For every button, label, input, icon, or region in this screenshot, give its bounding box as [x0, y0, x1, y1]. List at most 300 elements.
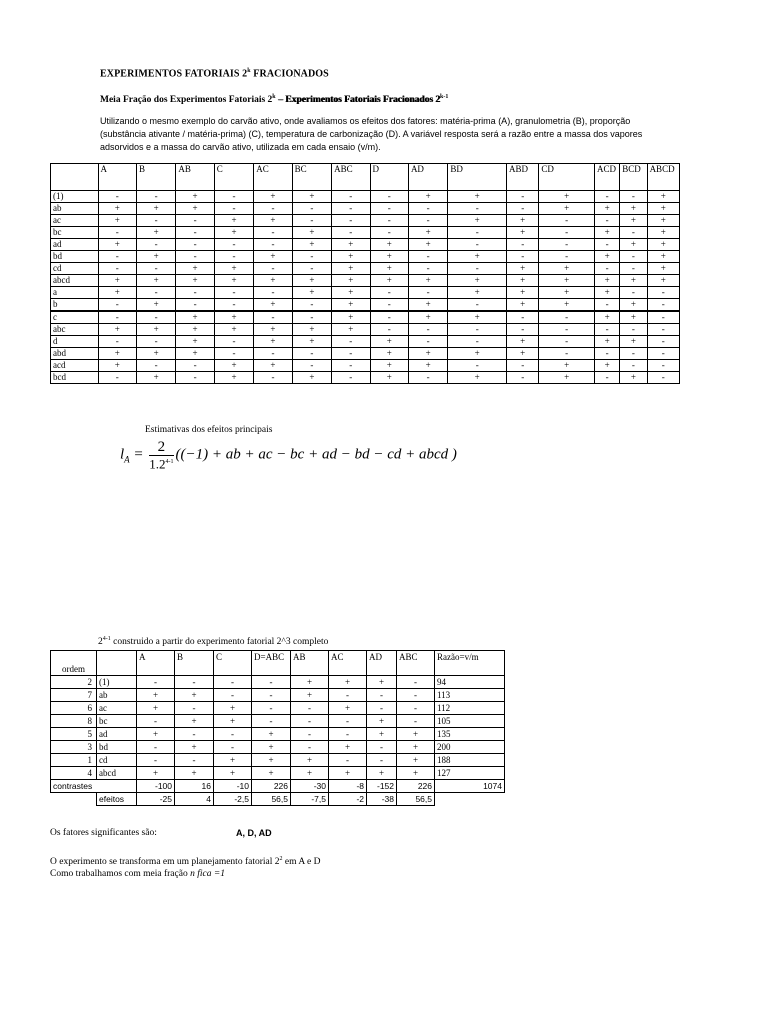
contrast-value: -152: [367, 780, 397, 793]
table-row: [51, 715, 505, 728]
sign-cell: +: [507, 263, 539, 275]
column-header: BC: [292, 164, 331, 191]
sign-cell: +: [507, 275, 539, 287]
run-order: 2: [51, 676, 97, 689]
fractional-design-table: [50, 650, 505, 806]
sign-cell: +: [136, 251, 175, 263]
sign-cell: +: [332, 287, 370, 299]
table2-caption: 2$^{4-1}$ construido a partir do experimento fatorial 2^3 completo: [98, 636, 329, 648]
column-header: B: [136, 164, 175, 191]
table-header-row: [51, 164, 680, 191]
response-value: 188: [435, 754, 505, 767]
ordem-label: ordem: [62, 664, 85, 674]
sign-cell: +: [332, 251, 370, 263]
sign-cell: -: [507, 191, 539, 203]
sign-cell: -: [252, 676, 291, 689]
sign-cell: +: [620, 336, 647, 348]
table-row: [51, 741, 505, 754]
sign-cell: -: [176, 287, 214, 299]
sign-cell: -: [329, 728, 367, 741]
sign-cell: +: [291, 767, 329, 780]
sign-cell: -: [214, 676, 252, 689]
sign-cell: -: [647, 372, 679, 384]
sign-cell: -: [647, 360, 679, 372]
sign-cell: -: [137, 676, 175, 689]
sign-cell: +: [647, 215, 679, 227]
treatment-label: ac: [51, 215, 99, 227]
sign-cell: +: [448, 251, 507, 263]
column-header: C: [214, 164, 253, 191]
contrast-value: 16: [175, 780, 214, 793]
column-header: BCD: [620, 164, 647, 191]
sign-cell: -: [539, 324, 595, 336]
run-order: 1: [51, 754, 97, 767]
intro-paragraph: Utilizando o mesmo exemplo do carvão ativo, onde avaliamos os efeitos dos fatores: matéria-prima (A), granulometria (B), proporção (substância ativante / matéria-prima) (C), temperatura de carbonização (D). A variável resposta será a razão entre a massa dos vapores adsorvidos e a massa do carvão ativo, utilizada em cada ensaio (v/m).: [100, 116, 643, 152]
treatment-label: b: [51, 299, 99, 312]
ordem-header: [51, 651, 97, 676]
sign-cell: -: [408, 324, 447, 336]
column-header: ABC: [332, 164, 370, 191]
sign-cell: +: [594, 360, 619, 372]
sign-cell: -: [367, 702, 397, 715]
sign-cell: -: [136, 287, 175, 299]
sign-cell: +: [448, 311, 507, 324]
sign-cell: -: [370, 191, 408, 203]
sign-cell: +: [214, 324, 253, 336]
column-header: AC: [254, 164, 292, 191]
sign-cell: -: [448, 239, 507, 251]
sign-cell: +: [647, 251, 679, 263]
treatment-label: abcd: [97, 767, 137, 780]
sign-cell: -: [136, 215, 175, 227]
sign-cell: -: [98, 336, 136, 348]
sign-cell: +: [507, 348, 539, 360]
sign-cell: -: [332, 203, 370, 215]
sign-cell: -: [367, 689, 397, 702]
sign-cell: +: [175, 767, 214, 780]
table-header-row: [51, 651, 505, 676]
sign-cell: +: [136, 275, 175, 287]
sign-cell: +: [136, 348, 175, 360]
column-header: [51, 164, 99, 191]
run-order: 4: [51, 767, 97, 780]
contrasts-label: contrastes: [51, 780, 137, 793]
sign-cell: +: [620, 275, 647, 287]
sign-cell: -: [332, 348, 370, 360]
sign-cell: +: [214, 360, 253, 372]
sign-cell: +: [539, 372, 595, 384]
sign-cell: -: [254, 263, 292, 275]
sign-cell: -: [620, 287, 647, 299]
sign-cell: +: [594, 275, 619, 287]
sign-cell: -: [408, 372, 447, 384]
sign-cell: -: [214, 299, 253, 312]
sign-cell: +: [507, 287, 539, 299]
sign-cell: -: [620, 324, 647, 336]
sign-cell: +: [137, 728, 175, 741]
table-row: [51, 754, 505, 767]
sign-cell: -: [507, 203, 539, 215]
sign-cell: +: [292, 372, 331, 384]
sign-cell: +: [408, 239, 447, 251]
treatment-label: cd: [51, 263, 99, 275]
table-row: [51, 360, 680, 372]
sign-cell: -: [176, 239, 214, 251]
sign-cell: +: [647, 227, 679, 239]
effect-value: -38: [367, 793, 397, 806]
sign-cell: -: [214, 336, 253, 348]
treatment-label: d: [51, 336, 99, 348]
treatment-label: a: [51, 287, 99, 299]
sign-cell: -: [292, 360, 331, 372]
sign-cell: +: [214, 702, 252, 715]
sign-cell: +: [594, 287, 619, 299]
sign-cell: +: [370, 275, 408, 287]
treatment-label: bd: [97, 741, 137, 754]
sign-cell: +: [329, 676, 367, 689]
sign-cell: -: [252, 689, 291, 702]
sign-cell: -: [332, 191, 370, 203]
sign-cell: +: [370, 360, 408, 372]
sign-cell: -: [397, 689, 435, 702]
sign-cell: -: [254, 311, 292, 324]
table-row: [51, 324, 680, 336]
response-value: 135: [435, 728, 505, 741]
sign-cell: -: [214, 741, 252, 754]
sign-cell: -: [620, 227, 647, 239]
sign-cell: +: [647, 191, 679, 203]
sign-cell: +: [370, 251, 408, 263]
table-row: [51, 287, 680, 299]
treatment-label: acd: [51, 360, 99, 372]
sign-cell: +: [254, 324, 292, 336]
sign-cell: +: [175, 715, 214, 728]
sign-cell: +: [214, 311, 253, 324]
column-header: AC: [329, 651, 367, 676]
sign-cell: +: [370, 263, 408, 275]
table-row: [51, 203, 680, 215]
sign-cell: -: [370, 299, 408, 312]
sign-cell: +: [176, 263, 214, 275]
sign-cell: +: [408, 299, 447, 312]
sign-cell: -: [136, 239, 175, 251]
table-row: [51, 676, 505, 689]
sign-cell: -: [539, 215, 595, 227]
sign-cell: -: [98, 227, 136, 239]
sign-cell: +: [594, 251, 619, 263]
treatment-label: (1): [97, 676, 137, 689]
sign-cell: +: [367, 715, 397, 728]
table-row: [51, 191, 680, 203]
sign-cell: +: [507, 299, 539, 312]
sign-cell: -: [136, 360, 175, 372]
sign-cell: +: [176, 311, 214, 324]
sign-cell: +: [254, 191, 292, 203]
column-header: CD: [539, 164, 595, 191]
sign-cell: -: [620, 191, 647, 203]
sign-cell: -: [620, 360, 647, 372]
effect-value: 56,5: [397, 793, 435, 806]
sign-cell: +: [448, 287, 507, 299]
column-header: AD: [367, 651, 397, 676]
sign-cell: -: [539, 251, 595, 263]
column-header: D: [370, 164, 408, 191]
sign-cell: +: [367, 676, 397, 689]
column-header: Razão=v/m: [435, 651, 505, 676]
sign-cell: -: [539, 336, 595, 348]
sign-cell: -: [175, 754, 214, 767]
sign-cell: -: [214, 191, 253, 203]
sign-cell: +: [539, 263, 595, 275]
sign-cell: -: [397, 702, 435, 715]
sign-cell: +: [98, 348, 136, 360]
sign-cell: +: [332, 299, 370, 312]
sign-cell: -: [448, 336, 507, 348]
sign-cell: +: [397, 728, 435, 741]
sign-cell: -: [292, 311, 331, 324]
sign-cell: -: [647, 348, 679, 360]
sign-cell: -: [291, 728, 329, 741]
sign-cell: -: [594, 324, 619, 336]
sign-cell: +: [448, 275, 507, 287]
sign-cell: -: [291, 741, 329, 754]
sign-cell: -: [136, 191, 175, 203]
column-header: [97, 651, 137, 676]
sign-cell: +: [329, 767, 367, 780]
sign-cell: -: [175, 728, 214, 741]
sign-cell: +: [292, 324, 331, 336]
contrast-value: -100: [137, 780, 175, 793]
effect-value: -7,5: [291, 793, 329, 806]
sign-cell: +: [647, 263, 679, 275]
sign-cell: +: [136, 227, 175, 239]
sign-cell: -: [370, 287, 408, 299]
sign-cell: +: [98, 287, 136, 299]
run-order: 7: [51, 689, 97, 702]
column-header: ABCD: [647, 164, 679, 191]
conclusion-label: Os fatores significantes são:: [50, 828, 157, 838]
sign-cell: -: [507, 360, 539, 372]
column-header: AB: [291, 651, 329, 676]
sign-cell: +: [370, 372, 408, 384]
conclusion-line-2: Como trabalhamos com meia fração n fica =1: [50, 869, 225, 879]
sign-cell: +: [620, 239, 647, 251]
sign-cell: +: [98, 360, 136, 372]
response-value: 94: [435, 676, 505, 689]
sign-cell: +: [292, 336, 331, 348]
sign-cell: -: [98, 299, 136, 312]
sign-cell: -: [448, 203, 507, 215]
response-value: 105: [435, 715, 505, 728]
sign-cell: -: [332, 227, 370, 239]
table-row: [51, 227, 680, 239]
sign-cell: -: [448, 324, 507, 336]
effect-value: 4: [175, 793, 214, 806]
sign-cell: +: [594, 203, 619, 215]
sign-cell: +: [175, 741, 214, 754]
treatment-label: bcd: [51, 372, 99, 384]
sign-cell: +: [539, 360, 595, 372]
sign-cell: -: [647, 336, 679, 348]
sign-cell: +: [408, 348, 447, 360]
sign-cell: -: [448, 360, 507, 372]
sign-cell: -: [332, 360, 370, 372]
sign-cell: -: [214, 728, 252, 741]
sign-cell: -: [594, 191, 619, 203]
sign-cell: -: [98, 251, 136, 263]
conclusion-line-1: O experimento se transforma em um planejamento fatorial $2^2$ em A e D: [50, 856, 321, 868]
sign-cell: -: [292, 299, 331, 312]
sign-cell: +: [254, 360, 292, 372]
sign-cell: -: [176, 299, 214, 312]
contrasts-row: [51, 780, 505, 793]
estimates-caption: Estimativas dos efeitos principais: [145, 425, 273, 435]
sign-cell: -: [594, 299, 619, 312]
sign-cell: +: [137, 689, 175, 702]
sign-cell: -: [254, 203, 292, 215]
sign-cell: -: [254, 372, 292, 384]
sign-cell: +: [214, 263, 253, 275]
column-header: ABD: [507, 164, 539, 191]
sign-cell: +: [98, 239, 136, 251]
sign-cell: -: [594, 215, 619, 227]
sign-cell: -: [647, 299, 679, 312]
sign-cell: +: [367, 728, 397, 741]
sign-cell: +: [292, 275, 331, 287]
sign-cell: -: [539, 348, 595, 360]
run-order: 8: [51, 715, 97, 728]
sign-cell: -: [98, 372, 136, 384]
sign-cell: +: [136, 324, 175, 336]
sign-cell: -: [137, 715, 175, 728]
sign-cell: +: [332, 275, 370, 287]
sign-cell: -: [507, 239, 539, 251]
sign-cell: +: [292, 239, 331, 251]
treatment-label: ad: [97, 728, 137, 741]
sign-cell: +: [647, 275, 679, 287]
sign-cell: -: [292, 251, 331, 263]
sign-cell: -: [175, 676, 214, 689]
sign-cell: +: [332, 311, 370, 324]
response-value: 112: [435, 702, 505, 715]
treatment-label: abc: [51, 324, 99, 336]
sign-cell: +: [397, 741, 435, 754]
sign-cell: -: [329, 689, 367, 702]
sign-cell: +: [367, 767, 397, 780]
sign-cell: +: [98, 324, 136, 336]
sign-cell: +: [332, 239, 370, 251]
sign-cell: +: [448, 372, 507, 384]
sign-cell: -: [254, 348, 292, 360]
sign-cell: -: [292, 263, 331, 275]
treatment-label: c: [51, 311, 99, 324]
response-value: 113: [435, 689, 505, 702]
sign-cell: -: [175, 702, 214, 715]
treatment-label: bd: [51, 251, 99, 263]
sign-cell: +: [539, 203, 595, 215]
sign-cell: -: [254, 239, 292, 251]
sign-cell: +: [370, 239, 408, 251]
sign-cell: -: [448, 227, 507, 239]
sign-cell: -: [98, 191, 136, 203]
treatment-label: bc: [97, 715, 137, 728]
sign-cell: -: [448, 299, 507, 312]
run-order: 5: [51, 728, 97, 741]
sign-cell: -: [332, 336, 370, 348]
contrast-value: 226: [252, 780, 291, 793]
sign-cell: -: [292, 348, 331, 360]
sign-cell: +: [254, 215, 292, 227]
sign-cell: +: [507, 215, 539, 227]
sign-cell: -: [136, 336, 175, 348]
sign-cell: -: [176, 360, 214, 372]
document-title: EXPERIMENTOS FATORIAIS 2$^k$ FRACIONADOS: [100, 68, 329, 80]
column-header: C: [214, 651, 252, 676]
sign-cell: -: [370, 203, 408, 215]
sign-cell: +: [408, 227, 447, 239]
sign-cell: -: [137, 754, 175, 767]
treatment-label: ab: [97, 689, 137, 702]
contrast-value: -8: [329, 780, 367, 793]
sign-cell: -: [214, 203, 253, 215]
sign-cell: -: [332, 372, 370, 384]
sign-cell: -: [539, 311, 595, 324]
table-row: [51, 372, 680, 384]
sign-cell: -: [397, 676, 435, 689]
sign-cell: +: [539, 275, 595, 287]
sign-cell: +: [408, 275, 447, 287]
column-header: A: [98, 164, 136, 191]
column-header: BD: [448, 164, 507, 191]
sign-cell: +: [136, 203, 175, 215]
sign-cell: -: [370, 227, 408, 239]
sign-cell: +: [252, 754, 291, 767]
sign-cell: -: [408, 263, 447, 275]
sign-cell: -: [291, 702, 329, 715]
table-row: [51, 299, 680, 312]
significant-factors: A, D, AD: [236, 828, 272, 838]
response-value: 127: [435, 767, 505, 780]
table-row: [51, 702, 505, 715]
column-header: AB: [176, 164, 214, 191]
sign-cell: -: [176, 215, 214, 227]
sign-cell: +: [408, 311, 447, 324]
sign-cell: -: [594, 372, 619, 384]
sign-cell: +: [332, 263, 370, 275]
sign-cell: -: [507, 311, 539, 324]
sign-cell: +: [214, 372, 253, 384]
sign-table-full: [50, 163, 680, 384]
empty-cell: [51, 793, 97, 806]
sign-cell: +: [620, 203, 647, 215]
formula-fraction: $\frac{2}{1.2^{4-1}}$: [149, 439, 174, 472]
sign-cell: +: [408, 191, 447, 203]
sign-cell: +: [214, 767, 252, 780]
table-row: [51, 311, 680, 324]
treatment-label: abd: [51, 348, 99, 360]
sign-cell: -: [647, 311, 679, 324]
sign-cell: -: [291, 715, 329, 728]
sign-cell: -: [539, 239, 595, 251]
sign-cell: +: [539, 287, 595, 299]
sign-cell: -: [408, 215, 447, 227]
sign-cell: +: [137, 702, 175, 715]
sign-cell: -: [176, 251, 214, 263]
sign-cell: +: [252, 741, 291, 754]
sign-cell: +: [214, 715, 252, 728]
sign-cell: -: [329, 754, 367, 767]
sign-cell: +: [176, 203, 214, 215]
